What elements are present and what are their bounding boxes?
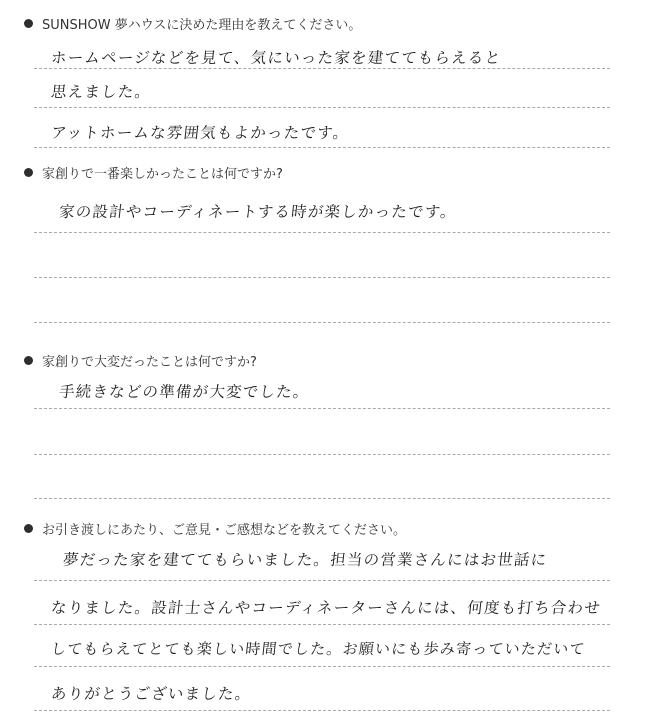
answer-rule	[34, 408, 610, 409]
answer-rule	[34, 107, 610, 108]
answer-rule	[34, 498, 610, 499]
question-3-text: 家創りで大変だったことは何ですか?	[42, 355, 257, 370]
answer-rule	[34, 624, 610, 625]
answer-4-line-2: なりました。設計士さんやコーディネーターさんには、何度も打ち合わせ	[50, 599, 602, 617]
answer-rule	[34, 666, 610, 667]
question-1-text: SUNSHOW 夢ハウスに決めた理由を教えてください。	[42, 18, 362, 33]
answer-1-line-3: アットホームな雰囲気もよかったです。	[50, 124, 351, 142]
question-4	[24, 519, 406, 538]
answer-rule	[34, 277, 610, 278]
bullet-icon	[24, 168, 33, 177]
question-2-text: 家創りで一番楽しかったことは何ですか?	[42, 167, 283, 182]
answer-rule	[34, 710, 610, 711]
answer-2-line-1: 家の設計やコーディネートする時が楽しかったです。	[58, 203, 458, 221]
answer-1-line-2: 思えました。	[50, 83, 153, 101]
bullet-icon	[24, 19, 33, 28]
question-3	[24, 351, 257, 370]
answer-rule	[34, 147, 610, 148]
bullet-icon	[24, 524, 33, 533]
answer-3-line-1: 手続きなどの準備が大変でした。	[58, 383, 311, 401]
answer-rule	[34, 232, 610, 233]
answer-rule	[34, 454, 610, 455]
question-2	[24, 163, 283, 182]
answer-rule	[34, 580, 610, 581]
answer-rule	[34, 68, 610, 69]
answer-4-line-3: してもらえてとても楽しい時間でした。お願いにも歩み寄っていただいて	[50, 640, 587, 658]
answer-rule	[34, 322, 610, 323]
answer-4-line-1: 夢だった家を建ててもらいました。担当の営業さんにはお世話に	[62, 551, 549, 569]
answer-4-line-4: ありがとうございました。	[50, 685, 253, 703]
question-4-text: お引き渡しにあたり、ご意見・ご感想などを教えてください。	[42, 523, 407, 538]
answer-1-line-1: ホームページなどを見て、気にいった家を建ててもらえると	[50, 49, 503, 67]
bullet-icon	[24, 356, 33, 365]
question-1	[24, 14, 361, 33]
